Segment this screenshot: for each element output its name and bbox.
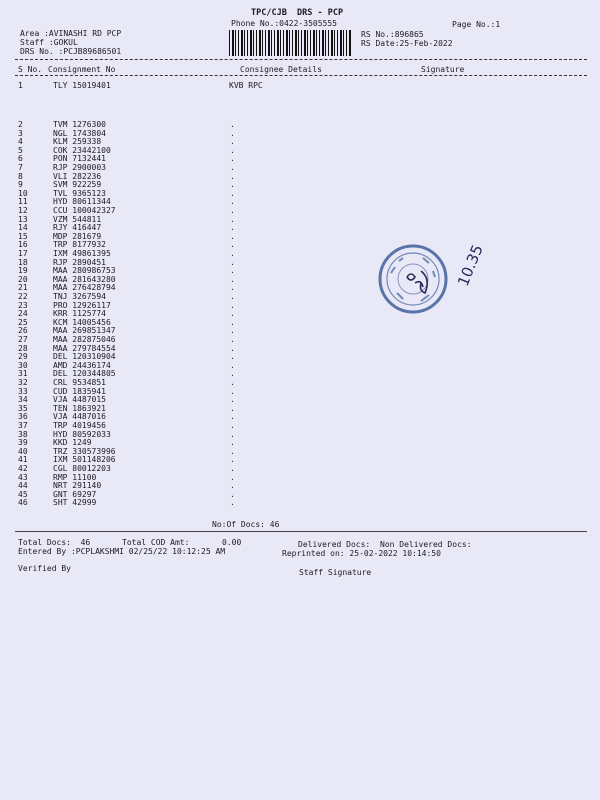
row-consignee-dot: . bbox=[230, 395, 235, 405]
row-sno: 3 bbox=[18, 128, 23, 138]
row-consignee-dot: . bbox=[230, 481, 235, 491]
row-consignment: HYD 80611344 bbox=[53, 197, 111, 207]
row-consignment: CRL 9534851 bbox=[53, 378, 106, 387]
row-sno: 10 bbox=[18, 188, 28, 198]
row-consignment: CCU 100042327 bbox=[53, 206, 116, 215]
row-consignee-dot: . bbox=[230, 360, 235, 370]
row-consignment: AMD 24436174 bbox=[53, 360, 111, 370]
row-consignment: TLY 15019401 bbox=[53, 81, 111, 90]
column-header-signature: Signature bbox=[421, 65, 465, 74]
office-stamp-icon bbox=[377, 243, 449, 315]
row-consignee-dot: . bbox=[230, 455, 235, 465]
column-divider bbox=[15, 75, 587, 76]
rs-date: RS Date:25-Feb-2022 bbox=[361, 39, 453, 48]
row-consignee-dot: . bbox=[230, 309, 235, 319]
row-consignment: PRO 12926117 bbox=[53, 300, 111, 310]
row-consignment: COK 23442100 bbox=[53, 145, 111, 155]
row-consignee-dot: . bbox=[230, 352, 235, 362]
row-consignment: KRR 1125774 bbox=[53, 309, 106, 319]
row-consignment: TEN 1863921 bbox=[53, 403, 106, 413]
column-header-sno: S No. bbox=[18, 65, 43, 74]
row-sno: 27 bbox=[18, 335, 28, 344]
row-consignment: CGL 80012203 bbox=[53, 464, 111, 473]
row-consignment: TVM 1276300 bbox=[53, 120, 106, 129]
row-consignee-dot: . bbox=[230, 343, 235, 353]
row-consignee-dot: . bbox=[230, 335, 235, 344]
column-header-consignment: Consignment No bbox=[48, 65, 116, 74]
row-consignee-dot: . bbox=[230, 145, 235, 155]
row-sno: 40 bbox=[18, 446, 28, 456]
row-sno: 36 bbox=[18, 412, 28, 422]
row-consignment: TVL 9365123 bbox=[53, 188, 106, 198]
column-header-consignee: Consignee Details bbox=[240, 65, 322, 74]
verified-by: Verified By bbox=[18, 564, 71, 573]
row-consignment: MAA 279784554 bbox=[53, 343, 116, 353]
entered-by: Entered By :PCPLAKSHMI 02/25/22 10:12:25 AM bbox=[18, 547, 226, 556]
row-consignment: DEL 120310904 bbox=[53, 352, 116, 362]
row-sno: 43 bbox=[18, 472, 28, 482]
no-of-docs: No:Of Docs: 46 bbox=[212, 520, 280, 529]
row-sno: 20 bbox=[18, 274, 28, 284]
row-consignment: MAA 276428794 bbox=[53, 283, 116, 293]
row-sno: 11 bbox=[18, 197, 28, 207]
row-consignment: IXM 501148206 bbox=[53, 455, 116, 465]
total-cod-label: Total COD Amt: bbox=[122, 538, 190, 547]
row-sno: 29 bbox=[18, 352, 28, 362]
area-field: Area :AVINASHI RD PCP bbox=[20, 29, 122, 38]
row-sno: 28 bbox=[18, 343, 28, 353]
total-cod-value: 0.00 bbox=[222, 538, 242, 547]
row-sno: 12 bbox=[18, 206, 28, 215]
row-consignee-dot: . bbox=[230, 240, 235, 250]
row-consignee-dot: . bbox=[230, 274, 235, 284]
row-consignee-dot: . bbox=[230, 231, 235, 241]
row-consignee-dot: . bbox=[230, 292, 235, 301]
row-consignment: RMP 11100 bbox=[53, 472, 97, 482]
row-sno: 6 bbox=[18, 154, 23, 164]
row-consignment: MDP 281679 bbox=[53, 231, 102, 241]
reprinted-on: Reprinted on: 25-02-2022 10:14:50 bbox=[282, 549, 441, 558]
row-consignment: CUD 1835941 bbox=[53, 386, 106, 396]
page-number: Page No.:1 bbox=[452, 20, 501, 29]
row-consignment: KCM 14005456 bbox=[53, 317, 111, 327]
row-consignment: VLI 282236 bbox=[53, 171, 102, 181]
row-sno: 23 bbox=[18, 300, 28, 310]
row-consignment: RJP 2900003 bbox=[53, 163, 106, 172]
row-consignment: TRZ 330573996 bbox=[53, 446, 116, 456]
document-title: TPC/CJB DRS - PCP bbox=[251, 8, 344, 18]
staff-field: Staff :GOKUL bbox=[20, 38, 78, 47]
row-consignee-dot: . bbox=[230, 223, 235, 233]
footer-divider bbox=[15, 531, 587, 532]
row-sno: 44 bbox=[18, 481, 28, 491]
row-consignee-dot: . bbox=[230, 214, 235, 224]
row-consignment: MAA 282875046 bbox=[53, 335, 116, 344]
row-consignee-dot: . bbox=[230, 498, 235, 508]
row-sno: 46 bbox=[18, 498, 28, 508]
row-sno: 35 bbox=[18, 403, 28, 413]
row-sno: 39 bbox=[18, 438, 28, 448]
row-sno: 4 bbox=[18, 137, 23, 147]
row-consignment: IXM 49861395 bbox=[53, 249, 111, 258]
non-delivered-docs: Non Delivered Docs: bbox=[380, 540, 472, 549]
drs-number: DRS No. :PCJB89686501 bbox=[20, 47, 122, 56]
row-consignment: VJA 4487015 bbox=[53, 395, 106, 405]
row-consignment: RJY 416447 bbox=[53, 223, 102, 233]
row-sno: 33 bbox=[18, 386, 28, 396]
row-sno: 34 bbox=[18, 395, 28, 405]
row-sno: 24 bbox=[18, 309, 28, 319]
row-consignment: MAA 280986753 bbox=[53, 266, 116, 276]
row-consignee-dot: . bbox=[230, 421, 235, 430]
row-consignee-dot: . bbox=[230, 257, 235, 267]
row-consignee-dot: . bbox=[230, 464, 235, 473]
row-consignee-dot: . bbox=[230, 137, 235, 147]
row-consignment: HYD 80592033 bbox=[53, 429, 111, 439]
row-consignee-dot: . bbox=[230, 283, 235, 293]
row-sno: 19 bbox=[18, 266, 28, 276]
row-sno: 38 bbox=[18, 429, 28, 439]
row-consignment: GNT 69297 bbox=[53, 489, 97, 499]
row-sno: 17 bbox=[18, 249, 28, 258]
row-sno: 32 bbox=[18, 378, 28, 387]
row-sno: 22 bbox=[18, 292, 28, 301]
row-consignee-dot: . bbox=[230, 403, 235, 413]
row-consignee-dot: . bbox=[230, 266, 235, 276]
handwritten-time: 10.35 bbox=[454, 242, 487, 289]
row-consignment: MAA 281643280 bbox=[53, 274, 116, 284]
row-consignment: PON 7132441 bbox=[53, 154, 106, 164]
row-consignee-dot: . bbox=[230, 300, 235, 310]
row-consignee-dot: . bbox=[230, 163, 235, 172]
row-consignment: KLM 259338 bbox=[53, 137, 102, 147]
row-consignment: KKD 1249 bbox=[53, 438, 92, 448]
row-consignment: DEL 120344805 bbox=[53, 369, 116, 379]
row-consignment: RJP 2890451 bbox=[53, 257, 106, 267]
row-consignee-dot: . bbox=[230, 472, 235, 482]
total-docs: Total Docs: 46 bbox=[18, 538, 91, 547]
row-sno: 15 bbox=[18, 231, 28, 241]
row-consignee-dot: . bbox=[230, 154, 235, 164]
row-sno: 7 bbox=[18, 163, 23, 172]
staff-signature: Staff Signature bbox=[299, 568, 372, 577]
row-sno: 5 bbox=[18, 145, 23, 155]
row-sno: 1 bbox=[18, 81, 23, 90]
row-sno: 21 bbox=[18, 283, 28, 293]
row-consignee-dot: . bbox=[230, 326, 235, 336]
row-sno: 13 bbox=[18, 214, 28, 224]
row-consignee-dot: . bbox=[230, 412, 235, 422]
row-sno: 37 bbox=[18, 421, 28, 430]
row-consignee-dot: . bbox=[230, 120, 235, 129]
barcode-icon bbox=[229, 30, 352, 56]
row-consignee-dot: . bbox=[230, 128, 235, 138]
row-consignee-dot: . bbox=[230, 438, 235, 448]
row-consignment: SHT 42999 bbox=[53, 498, 97, 508]
phone-number: Phone No.:0422-3505555 bbox=[231, 19, 337, 28]
row-consignment: TRP 4019456 bbox=[53, 421, 106, 430]
row-sno: 9 bbox=[18, 180, 23, 190]
row-sno: 30 bbox=[18, 360, 28, 370]
row-consignee: KVB RPC bbox=[229, 81, 263, 90]
row-sno: 16 bbox=[18, 240, 28, 250]
row-sno: 14 bbox=[18, 223, 28, 233]
row-consignee-dot: . bbox=[230, 249, 235, 258]
row-sno: 26 bbox=[18, 326, 28, 336]
row-consignee-dot: . bbox=[230, 378, 235, 387]
row-consignee-dot: . bbox=[230, 369, 235, 379]
row-sno: 2 bbox=[18, 120, 23, 129]
row-sno: 8 bbox=[18, 171, 23, 181]
delivered-docs: Delivered Docs: bbox=[298, 540, 371, 549]
row-consignee-dot: . bbox=[230, 386, 235, 396]
row-sno: 45 bbox=[18, 489, 28, 499]
row-consignment: VZM 544811 bbox=[53, 214, 102, 224]
row-sno: 42 bbox=[18, 464, 28, 473]
row-consignee-dot: . bbox=[230, 171, 235, 181]
row-sno: 41 bbox=[18, 455, 28, 465]
header-divider bbox=[15, 59, 587, 60]
row-consignment: TNJ 3267594 bbox=[53, 292, 106, 301]
row-consignment: NGL 1743804 bbox=[53, 128, 106, 138]
row-consignee-dot: . bbox=[230, 489, 235, 499]
row-consignee-dot: . bbox=[230, 197, 235, 207]
row-consignee-dot: . bbox=[230, 446, 235, 456]
row-sno: 31 bbox=[18, 369, 28, 379]
row-consignee-dot: . bbox=[230, 188, 235, 198]
rs-number: RS No.:896865 bbox=[361, 30, 424, 39]
row-sno: 18 bbox=[18, 257, 28, 267]
row-sno: 25 bbox=[18, 317, 28, 327]
row-consignee-dot: . bbox=[230, 180, 235, 190]
row-consignee-dot: . bbox=[230, 429, 235, 439]
row-consignment: TRP 8177932 bbox=[53, 240, 106, 250]
row-consignment: MAA 269851347 bbox=[53, 326, 116, 336]
row-consignee-dot: . bbox=[230, 206, 235, 215]
row-consignment: VJA 4487016 bbox=[53, 412, 106, 422]
row-consignee-dot: . bbox=[230, 317, 235, 327]
row-consignment: NRT 291140 bbox=[53, 481, 102, 491]
row-consignment: SVM 922259 bbox=[53, 180, 102, 190]
